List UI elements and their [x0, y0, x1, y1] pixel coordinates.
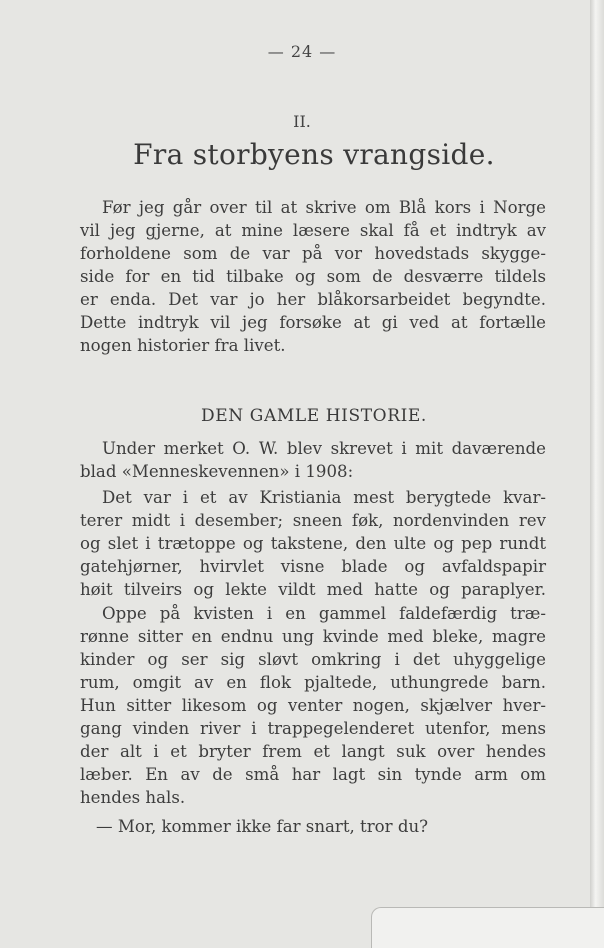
- chapter-title: Fra storbyens vrangside.: [133, 138, 495, 171]
- text-line: gatehjørner, hvirvlet visne blade og avfaldspapir: [80, 557, 546, 576]
- text-line: læber. En av de små har lagt sin tynde arm om: [80, 765, 546, 784]
- text-line: vil jeg gjerne, at mine læsere skal få et indtryk av: [80, 221, 546, 240]
- section-heading: DEN GAMLE HISTORIE.: [201, 406, 427, 426]
- text-line: Oppe på kvisten i en gammel faldefærdig træ-: [102, 604, 546, 623]
- text-line: gang vinden river i trappegelenderet utenfor, mens: [80, 719, 546, 738]
- folded-corner: [371, 907, 604, 948]
- text-line: Før jeg går over til at skrive om Blå kors i Norge: [102, 198, 546, 217]
- text-line: Under merket O. W. blev skrevet i mit daværende: [102, 439, 546, 458]
- text-line: er enda. Det var jo her blåkorsarbeidet begyndte.: [80, 290, 546, 309]
- text-line: der alt i et bryter frem et langt suk over hendes: [80, 742, 546, 761]
- text-line: nogen historier fra livet.: [80, 336, 286, 355]
- text-line: høit tilveirs og lekte vildt med hatte og paraplyer.: [80, 580, 546, 599]
- text-line: Dette indtryk vil jeg forsøke at gi ved at fortælle: [80, 313, 546, 332]
- chapter-number: II.: [293, 112, 311, 131]
- source-paragraph: [80, 437, 546, 483]
- text-line: Hun sitter likesom og venter nogen, skjælver hver-: [80, 696, 546, 715]
- dialogue-line: — Mor, kommer ikke far snart, tror du?: [96, 817, 429, 836]
- story-paragraph-2: [80, 602, 546, 809]
- page-number: — 24 —: [267, 42, 337, 61]
- text-line: rum, omgit av en flok pjaltede, uthungrede barn.: [80, 673, 546, 692]
- text-line: blad «Menneskevennen» i 1908:: [80, 462, 354, 481]
- story-paragraph-1: [80, 486, 546, 601]
- intro-paragraph: [80, 196, 546, 357]
- text-line: Det var i et av Kristiania mest berygtede kvar-: [102, 488, 546, 507]
- text-line: og slet i trætoppe og takstene, den ulte og pep rundt: [80, 534, 546, 553]
- text-line: kinder og ser sig sløvt omkring i det uhyggelige: [80, 650, 546, 669]
- text-line: side for en tid tilbake og som de desværre tildels: [80, 267, 546, 286]
- text-line: hendes hals.: [80, 788, 186, 807]
- text-line: rønne sitter en endnu ung kvinde med bleke, magre: [80, 627, 546, 646]
- text-line: forholdene som de var på vor hovedstads skygge-: [80, 244, 546, 263]
- dialogue-paragraph: [96, 815, 562, 838]
- text-line: terer midt i desember; sneen føk, nordenvinden rev: [80, 511, 546, 530]
